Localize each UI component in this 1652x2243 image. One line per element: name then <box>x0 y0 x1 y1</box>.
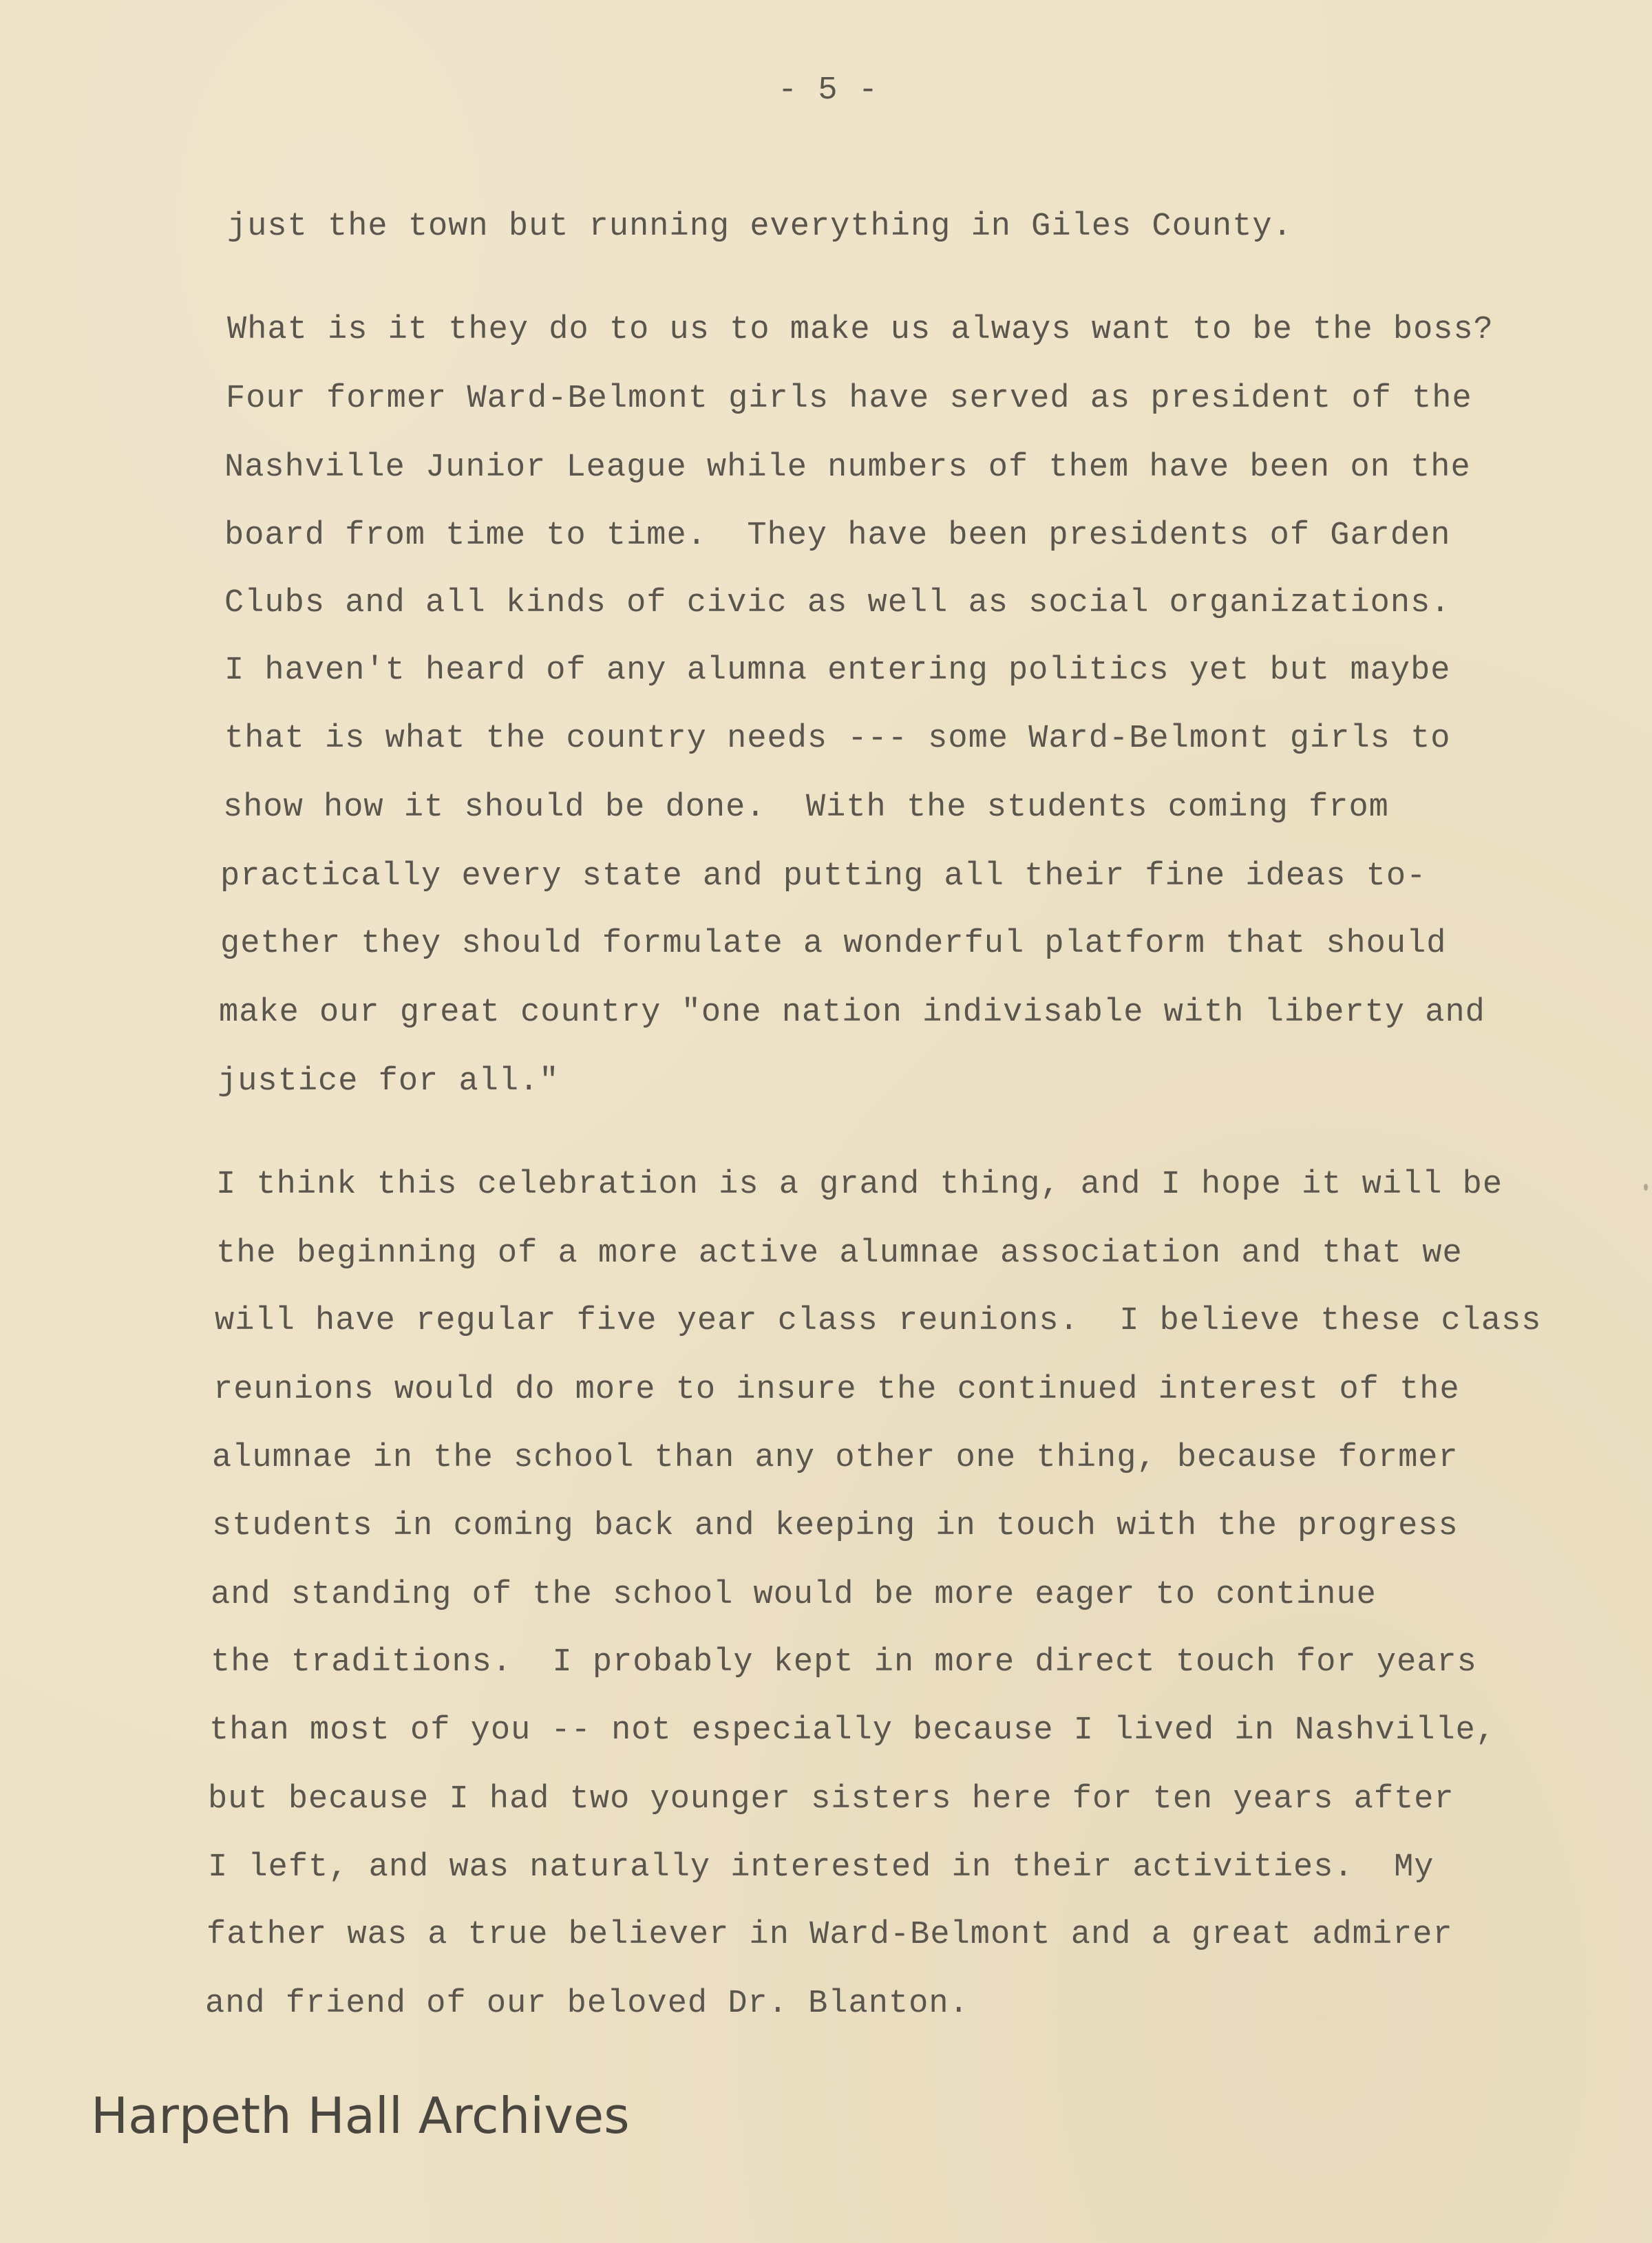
archive-watermark: Harpeth Hall Archives <box>91 2087 630 2145</box>
text-line: that is what the country needs --- some Ward-Belmont girls to <box>224 721 1451 757</box>
text-line: the beginning of a more active alumnae association and that we <box>216 1235 1463 1272</box>
text-line: will have regular five year class reunions. I believe these class <box>215 1303 1542 1339</box>
text-line: make our great country "one nation indivisable with liberty and <box>219 995 1485 1031</box>
text-line: board from time to time. They have been presidents of Garden <box>224 518 1451 554</box>
text-line: father was a true believer in Ward-Belmont and a great admirer <box>206 1917 1453 1953</box>
text-line: I think this celebration is a grand thing, and I hope it will be <box>216 1167 1503 1203</box>
text-line: and standing of the school would be more eager to continue <box>211 1577 1377 1613</box>
text-line: alumnae in the school than any other one thing, because former <box>212 1440 1459 1476</box>
paper-speck <box>1644 1184 1648 1191</box>
text-line: What is it they do to us to make us always want to be the boss? <box>227 312 1494 348</box>
text-line: Clubs and all kinds of civic as well as social organizations. <box>224 585 1451 621</box>
text-line: just the town but running everything in Giles County. <box>227 209 1293 245</box>
text-line: gether they should formulate a wonderful platform that should <box>220 926 1447 962</box>
text-line: but because I had two younger sisters here for ten years after <box>208 1781 1454 1818</box>
page-number: - 5 - <box>778 72 879 109</box>
text-line: justice for all." <box>218 1063 560 1100</box>
text-line: reunions would do more to insure the continued interest of the <box>213 1372 1460 1408</box>
text-line: Nashville Junior League while numbers of them have been on the <box>224 449 1471 486</box>
text-line: than most of you -- not especially because I lived in Nashville, <box>209 1712 1496 1749</box>
text-line: practically every state and putting all their fine ideas to- <box>220 858 1427 895</box>
text-line: the traditions. I probably kept in more direct touch for years <box>211 1644 1477 1681</box>
text-line: Four former Ward-Belmont girls have served as president of the <box>226 381 1472 417</box>
text-line: I left, and was naturally interested in their activities. My <box>208 1849 1434 1886</box>
text-line: students in coming back and keeping in touch with the progress <box>212 1508 1459 1544</box>
text-line: show how it should be done. With the students coming from <box>223 789 1389 826</box>
text-line: and friend of our beloved Dr. Blanton. <box>205 1986 969 2022</box>
text-line: I haven't heard of any alumna entering politics yet but maybe <box>224 652 1451 689</box>
